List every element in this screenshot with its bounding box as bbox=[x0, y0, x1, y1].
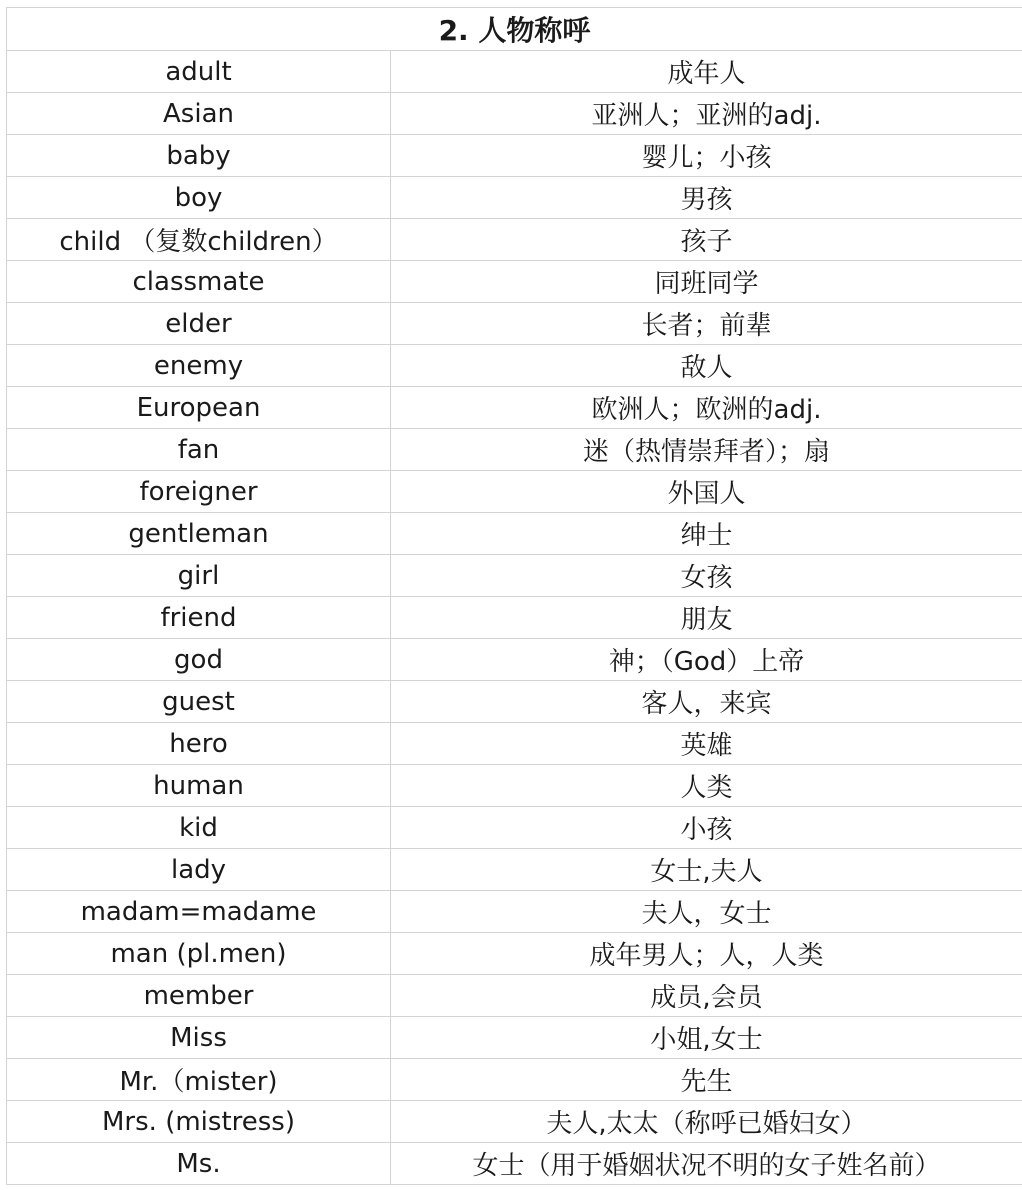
table-row bbox=[7, 849, 1022, 891]
table-row bbox=[7, 765, 1022, 807]
english-word-cell[interactable]: Mr.（mister) bbox=[7, 1059, 391, 1101]
table-row bbox=[7, 933, 1022, 975]
table-row bbox=[7, 177, 1022, 219]
chinese-meaning-cell[interactable]: 朋友 bbox=[391, 597, 1022, 639]
english-word-cell[interactable]: human bbox=[7, 765, 391, 807]
table-row bbox=[7, 513, 1022, 555]
chinese-meaning-cell[interactable]: 绅士 bbox=[391, 513, 1022, 555]
chinese-meaning-cell[interactable]: 先生 bbox=[391, 1059, 1022, 1101]
table-row bbox=[7, 1059, 1022, 1101]
english-word-cell[interactable]: baby bbox=[7, 135, 391, 177]
chinese-meaning-cell[interactable]: 成员,会员 bbox=[391, 975, 1022, 1017]
table-row bbox=[7, 387, 1022, 429]
table-row bbox=[7, 555, 1022, 597]
chinese-meaning-cell[interactable]: 敌人 bbox=[391, 345, 1022, 387]
english-word-cell[interactable]: hero bbox=[7, 723, 391, 765]
chinese-meaning-cell[interactable]: 小孩 bbox=[391, 807, 1022, 849]
table-row bbox=[7, 303, 1022, 345]
english-word-cell[interactable]: boy bbox=[7, 177, 391, 219]
english-word-cell[interactable]: guest bbox=[7, 681, 391, 723]
english-word-cell[interactable]: madam=madame bbox=[7, 891, 391, 933]
chinese-meaning-cell[interactable]: 长者；前辈 bbox=[391, 303, 1022, 345]
english-word-cell[interactable]: member bbox=[7, 975, 391, 1017]
chinese-meaning-cell[interactable]: 夫人，女士 bbox=[391, 891, 1022, 933]
chinese-meaning-cell[interactable]: 人类 bbox=[391, 765, 1022, 807]
english-word-cell[interactable]: elder bbox=[7, 303, 391, 345]
english-word-cell[interactable]: European bbox=[7, 387, 391, 429]
vocabulary-table bbox=[6, 7, 1022, 1185]
table-row bbox=[7, 639, 1022, 681]
english-word-cell[interactable]: man (pl.men) bbox=[7, 933, 391, 975]
english-word-cell[interactable]: Mrs. (mistress) bbox=[7, 1101, 391, 1143]
chinese-meaning-cell[interactable]: 欧洲人；欧洲的adj. bbox=[391, 387, 1022, 429]
table-row bbox=[7, 1101, 1022, 1143]
english-word-cell[interactable]: lady bbox=[7, 849, 391, 891]
table-row bbox=[7, 1017, 1022, 1059]
english-word-cell[interactable]: classmate bbox=[7, 261, 391, 303]
table-row bbox=[7, 93, 1022, 135]
chinese-meaning-cell[interactable]: 同班同学 bbox=[391, 261, 1022, 303]
title-row bbox=[7, 8, 1022, 51]
english-word-cell[interactable]: fan bbox=[7, 429, 391, 471]
vocabulary-sheet bbox=[6, 7, 1022, 1185]
chinese-meaning-cell[interactable]: 外国人 bbox=[391, 471, 1022, 513]
english-word-cell[interactable]: adult bbox=[7, 51, 391, 93]
table-title[interactable]: 2. 人物称呼 bbox=[7, 8, 1022, 51]
chinese-meaning-cell[interactable]: 孩子 bbox=[391, 219, 1022, 261]
english-word-cell[interactable]: friend bbox=[7, 597, 391, 639]
chinese-meaning-cell[interactable]: 亚洲人；亚洲的adj. bbox=[391, 93, 1022, 135]
table-row bbox=[7, 51, 1022, 93]
chinese-meaning-cell[interactable]: 夫人,太太（称呼已婚妇女） bbox=[391, 1101, 1022, 1143]
table-row bbox=[7, 135, 1022, 177]
chinese-meaning-cell[interactable]: 女士（用于婚姻状况不明的女子姓名前） bbox=[391, 1143, 1022, 1185]
table-row bbox=[7, 681, 1022, 723]
table-row bbox=[7, 891, 1022, 933]
chinese-meaning-cell[interactable]: 神；（God）上帝 bbox=[391, 639, 1022, 681]
chinese-meaning-cell[interactable]: 婴儿；小孩 bbox=[391, 135, 1022, 177]
table-row bbox=[7, 219, 1022, 261]
chinese-meaning-cell[interactable]: 成年男人；人，人类 bbox=[391, 933, 1022, 975]
english-word-cell[interactable]: gentleman bbox=[7, 513, 391, 555]
chinese-meaning-cell[interactable]: 客人，来宾 bbox=[391, 681, 1022, 723]
table-row bbox=[7, 723, 1022, 765]
chinese-meaning-cell[interactable]: 小姐,女士 bbox=[391, 1017, 1022, 1059]
english-word-cell[interactable]: Ms. bbox=[7, 1143, 391, 1185]
chinese-meaning-cell[interactable]: 成年人 bbox=[391, 51, 1022, 93]
english-word-cell[interactable]: foreigner bbox=[7, 471, 391, 513]
table-row bbox=[7, 429, 1022, 471]
chinese-meaning-cell[interactable]: 女孩 bbox=[391, 555, 1022, 597]
chinese-meaning-cell[interactable]: 男孩 bbox=[391, 177, 1022, 219]
table-row bbox=[7, 345, 1022, 387]
english-word-cell[interactable]: kid bbox=[7, 807, 391, 849]
chinese-meaning-cell[interactable]: 女士,夫人 bbox=[391, 849, 1022, 891]
english-word-cell[interactable]: Miss bbox=[7, 1017, 391, 1059]
english-word-cell[interactable]: enemy bbox=[7, 345, 391, 387]
english-word-cell[interactable]: Asian bbox=[7, 93, 391, 135]
chinese-meaning-cell[interactable]: 英雄 bbox=[391, 723, 1022, 765]
english-word-cell[interactable]: girl bbox=[7, 555, 391, 597]
table-row bbox=[7, 597, 1022, 639]
table-row bbox=[7, 261, 1022, 303]
table-row bbox=[7, 807, 1022, 849]
english-word-cell[interactable]: god bbox=[7, 639, 391, 681]
table-row bbox=[7, 471, 1022, 513]
chinese-meaning-cell[interactable]: 迷（热情崇拜者）；扇 bbox=[391, 429, 1022, 471]
table-row bbox=[7, 1143, 1022, 1185]
table-row bbox=[7, 975, 1022, 1017]
english-word-cell[interactable]: child （复数children） bbox=[7, 219, 391, 261]
